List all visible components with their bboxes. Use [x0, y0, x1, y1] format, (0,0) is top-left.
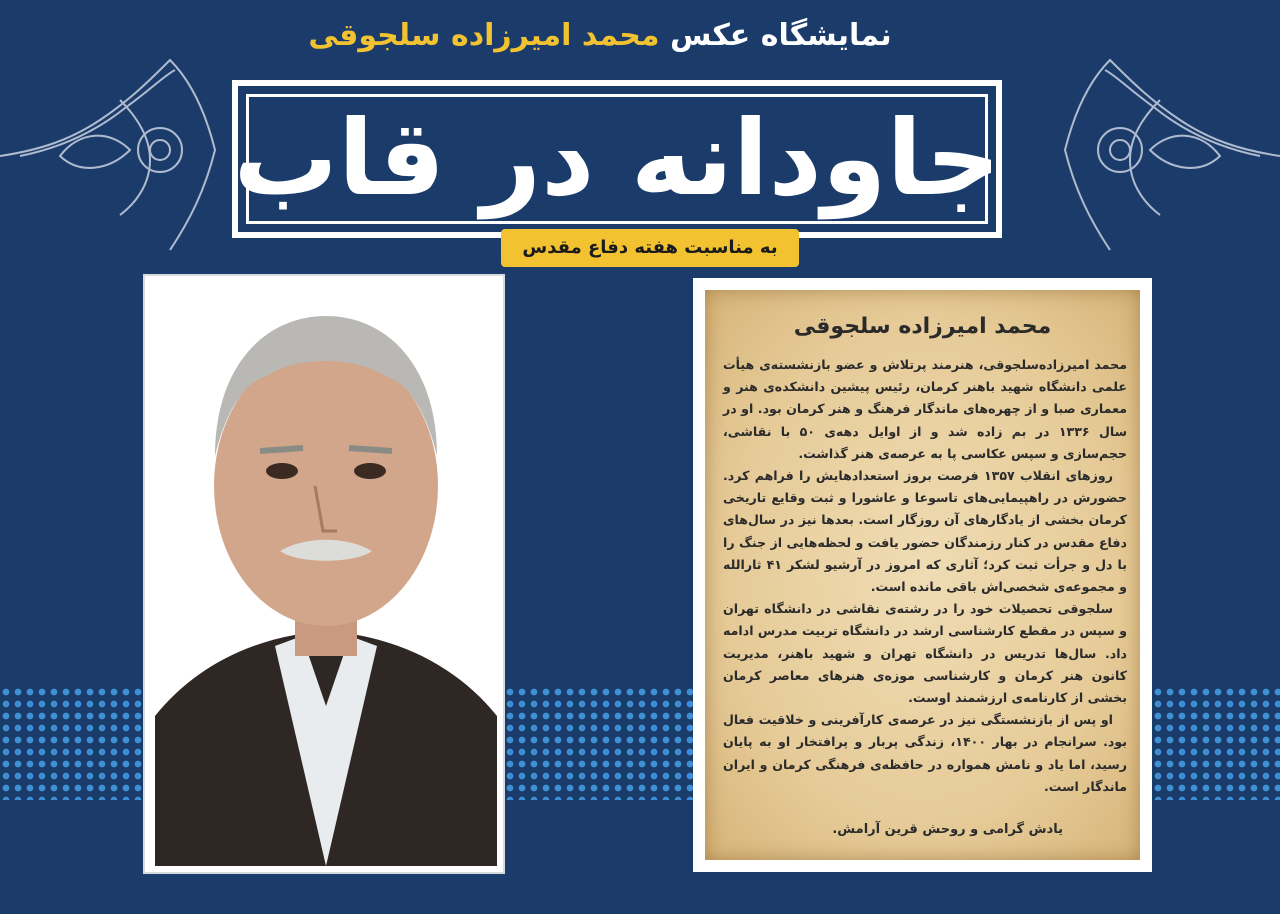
biography-paper — [705, 290, 1140, 860]
biography-paragraph: سلجوقی تحصیلات خود را در رشته‌ی نقاشی در دانشگاه تهران و سپس در مقطع کارشناسی ارشد در دانشگاه تربیت مدرس ادامه داد. سال‌ها تدریس در دانشگاه تهران و شهید باهنر، مدیریت کانون هنر کرمان و کارشناسی موزه‌ی هنرهای معاصر کرمان بخشی از کارنامه‌ی ارزشمند اوست. — [723, 601, 1127, 706]
portrait-frame — [145, 276, 503, 872]
main-title: جاودانه در قاب — [233, 97, 1001, 219]
portrait-photo — [155, 286, 497, 866]
biography-text — [723, 354, 1127, 798]
occasion-badge: به مناسبت هفته دفاع مقدس — [501, 229, 799, 267]
biography-paragraph: محمد امیرزاده‌سلجوقی، هنرمند پرتلاش و عضو بازنشسته‌ی هیأت علمی دانشگاه شهید باهنر کرمان، رئیس پیشین دانشکده‌ی هنر و معماری صبا و از چهره‌های ماندگار فرهنگ و هنر کرمان بود. او در سال ۱۳۳۶ در بم زاده شد و از اوایل دهه‌ی ۵۰ با نقاشی، حجم‌سازی و سپس عکاسی پا به عرصه‌ی هنر گذاشت. — [723, 357, 1127, 461]
right-arabesque-ornament — [1040, 0, 1280, 260]
biography-closing: یادش گرامی و روحش قرین آرامش. — [832, 822, 1063, 837]
portrait-illustration — [155, 286, 497, 866]
subtitle-artist-name: محمد امیرزاده سلجوقی — [308, 18, 660, 53]
biography-paragraph: او پس از بازنشستگی نیز در عرصه‌ی کارآفرینی و خلاقیت فعال بود. سرانجام در بهار ۱۴۰۰، زندگی پربار و پرافتخار او به پایان رسید، اما یاد و نامش همواره در حافظه‌ی فرهنگی کرمان و ایران ماندگار است. — [723, 712, 1128, 794]
left-arabesque-ornament — [0, 0, 240, 260]
biography-frame — [693, 278, 1152, 872]
exhibition-subtitle — [300, 18, 900, 53]
biography-title: محمد امیرزاده سلجوقی — [793, 314, 1052, 339]
biography-paragraph: روزهای انقلاب ۱۳۵۷ فرصت بروز استعدادهایش را فراهم کرد. حضورش در راهپیمایی‌های تاسوعا و عاشورا و ثبت وقایع تاریخی کرمان بخشی از یادگارهای آن روزگار است. بعدها نیز در سال‌های دفاع مقدس در کنار رزمندگان حضور یافت و لحظه‌هایی از جنگ را با دل و جرأت ثبت کرد؛ آثاری که امروز در آرشیو لشکر ۴۱ ثارالله و مجموعه‌ی شخصی‌اش باقی مانده است. — [723, 468, 1127, 595]
subtitle-prefix: نمایشگاه عکس — [669, 18, 892, 53]
